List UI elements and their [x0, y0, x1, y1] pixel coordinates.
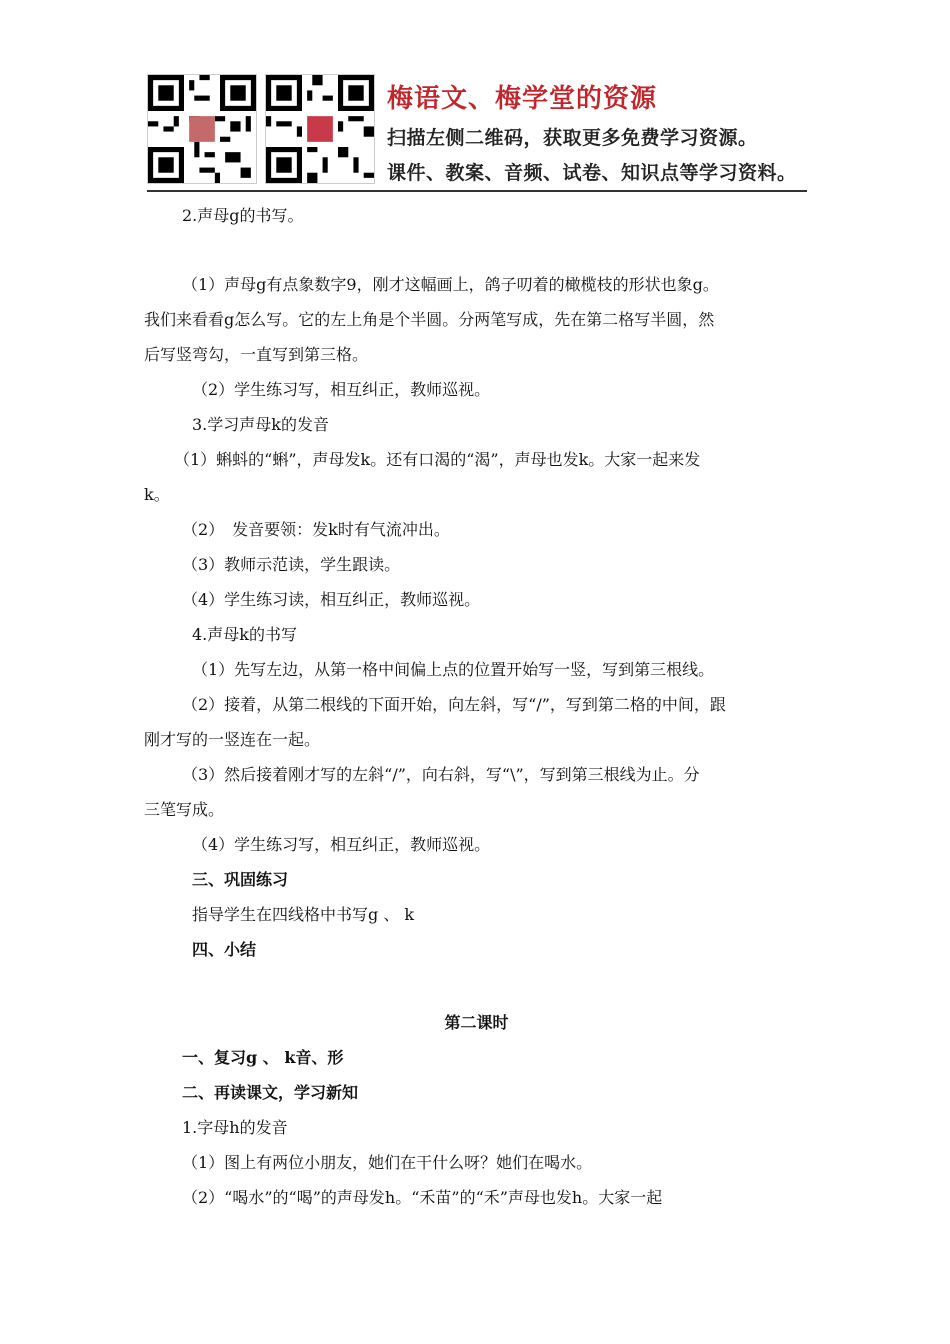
paragraph: （2） 发音要领：发k时有气流冲出。: [182, 520, 450, 539]
qr-code-icon: [148, 75, 256, 183]
paragraph: （1）图上有两位小朋友，她们在干什么呀？她们在喝水。: [182, 1153, 593, 1172]
paragraph: （1）声母g有点象数字9，刚才这幅画上，鸽子叨着的橄榄枝的形状也象g。: [182, 275, 719, 294]
section-heading: 一、复习g 、 k音、形: [182, 1048, 344, 1067]
paragraph: 3.学习声母k的发音: [192, 415, 329, 434]
paragraph: 后写竖弯勾，一直写到第三格。: [144, 345, 369, 364]
paragraph: 1.字母h的发音: [182, 1118, 288, 1137]
paragraph: 指导学生在四线格中书写g 、 k: [192, 905, 415, 924]
paragraph: （2）接着，从第二根线的下面开始，向左斜，写“/”，写到第二格的中间，跟: [182, 695, 726, 714]
page-header: [147, 70, 807, 190]
paragraph: （2）“喝水”的“喝”的声母发h。“禾苗”的“禾”声母也发h。大家一起: [182, 1188, 663, 1207]
qr-code-left[interactable]: [147, 74, 257, 184]
qr-code-icon: [266, 75, 374, 183]
paragraph: （3）教师示范读，学生跟读。: [182, 555, 401, 574]
brand-line-1: 扫描左侧二维码，获取更多免费学习资源。: [387, 127, 758, 149]
lesson-title: 第二课时: [444, 1013, 509, 1032]
paragraph: （3）然后接着刚才写的左斜“/”，向右斜，写“\”，写到第三根线为止。分: [182, 765, 700, 784]
section-heading: 三、巩固练习: [192, 870, 289, 889]
section-heading: 四、小结: [192, 940, 257, 959]
section-heading: 二、再读课文，学习新知: [182, 1083, 359, 1102]
paragraph: （1）先写左边，从第一格中间偏上点的位置开始写一竖，写到第三根线。: [192, 660, 715, 679]
paragraph: 刚才写的一竖连在一起。: [144, 730, 321, 749]
brand-title: 梅语文、梅学堂的资源: [387, 84, 658, 114]
brand-line-2: 课件、教案、音频、试卷、知识点等学习资料。: [387, 162, 797, 184]
paragraph: 4.声母k的书写: [192, 625, 297, 644]
paragraph: （1）蝌蚪的“蝌”，声母发k。还有口渴的“渴”，声母也发k。大家一起来发: [174, 450, 701, 469]
paragraph: 2.声母g的书写。: [182, 206, 304, 225]
paragraph: （4）学生练习写，相互纠正，教师巡视。: [192, 835, 491, 854]
paragraph: k。: [144, 485, 170, 504]
paragraph: （4）学生练习读，相互纠正，教师巡视。: [182, 590, 481, 609]
brand-block: [387, 78, 807, 193]
paragraph: （2）学生练习写，相互纠正，教师巡视。: [192, 380, 491, 399]
lesson-content: [144, 198, 809, 1215]
spacer: [144, 967, 809, 1005]
qr-code-right[interactable]: [265, 74, 375, 184]
paragraph: 三笔写成。: [144, 800, 225, 819]
spacer: [144, 233, 809, 267]
paragraph: 我们来看看g怎么写。它的左上角是个半圆。分两笔写成，先在第二格写半圆，然: [144, 310, 715, 329]
header-divider: [147, 190, 807, 192]
